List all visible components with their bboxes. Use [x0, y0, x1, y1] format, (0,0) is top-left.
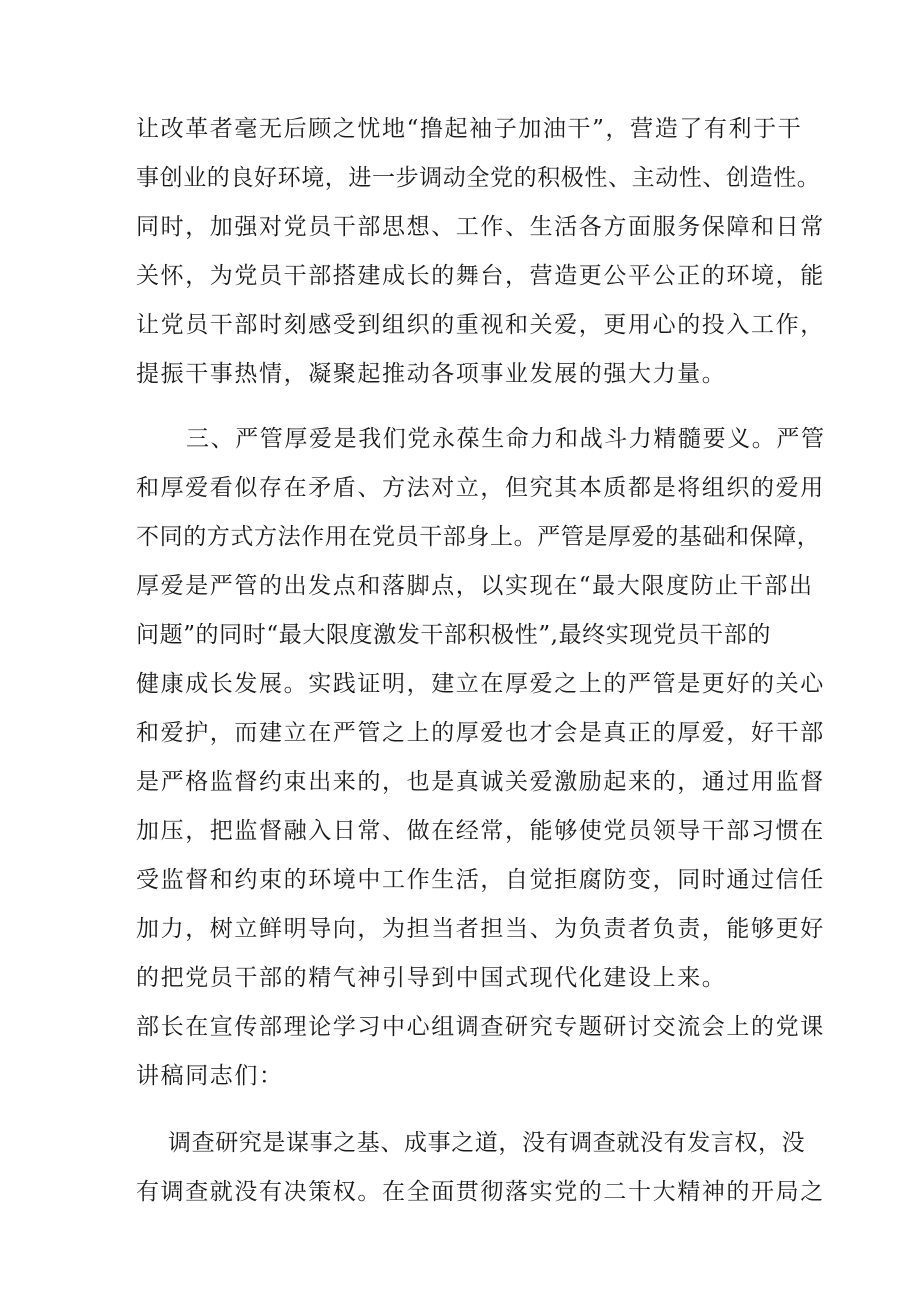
paragraph-line: 不同的方式方法作用在党员干部身上。严管是厚爱的基础和保障，	[136, 524, 821, 550]
paragraph-line: 问题”的同时“最大限度激发干部积极性”,最终实现党员干部的	[136, 622, 771, 648]
paragraph-line: 和爱护，而建立在严管之上的厚爱也才会是真正的厚爱，好干部	[136, 720, 825, 746]
paragraph-line: 受监督和约束的环境中工作生活，自觉拒腐防变，同时通过信任	[136, 867, 825, 893]
paragraph-line: 让党员干部时刻感受到组织的重视和关爱，更用心的投入工作，	[136, 312, 825, 338]
paragraph-line: 加压，把监督融入日常、做在经常，能够使党员领导干部习惯在	[136, 818, 825, 844]
paragraph-line: 同时，加强对党员干部思想、工作、生活各方面服务保障和日常	[136, 214, 825, 240]
heading-line: 部长在宣传部理论学习中心组调查研究专题研讨交流会上的党课	[136, 1014, 825, 1040]
paragraph-line: 有调查就没有决策权。在全面贯彻落实党的二十大精神的开局之	[136, 1179, 825, 1205]
paragraph-line: 加力，树立鲜明导向，为担当者担当、为负责者负责，能够更好	[136, 916, 825, 942]
paragraph-line: 调查研究是谋事之基、成事之道，没有调查就没有发言权，没	[168, 1130, 806, 1156]
paragraph-line: 关怀，为党员干部搭建成长的舞台，营造更公平公正的环境，能	[136, 263, 825, 289]
paragraph-line: 是严格监督约束出来的，也是真诚关爱激励起来的，通过用监督	[136, 769, 825, 795]
paragraph-line: 厚爱是严管的出发点和落脚点，以实现在“最大限度防止干部出	[136, 573, 814, 599]
paragraph-line: 三、严管厚爱是我们党永葆生命力和战斗力精髓要义。严管	[186, 426, 826, 452]
paragraph-line: 事创业的良好环境，进一步调动全党的积极性、主动性、创造性。	[136, 165, 821, 191]
paragraph-line: 的把党员干部的精气神引导到中国式现代化建设上来。	[136, 965, 727, 991]
paragraph-line: 让改革者毫无后顾之忧地“撸起袖子加油干”，营造了有利于干	[136, 116, 803, 142]
paragraph-line: 提振干事热情，凝聚起推动各项事业发展的强大力量。	[136, 361, 727, 387]
paragraph-line: 和厚爱看似存在矛盾、方法对立，但究其本质都是将组织的爱用	[136, 475, 825, 501]
heading-line: 讲稿同志们：	[136, 1063, 284, 1089]
paragraph-line: 健康成长发展。实践证明，建立在厚爱之上的严管是更好的关心	[136, 671, 825, 697]
